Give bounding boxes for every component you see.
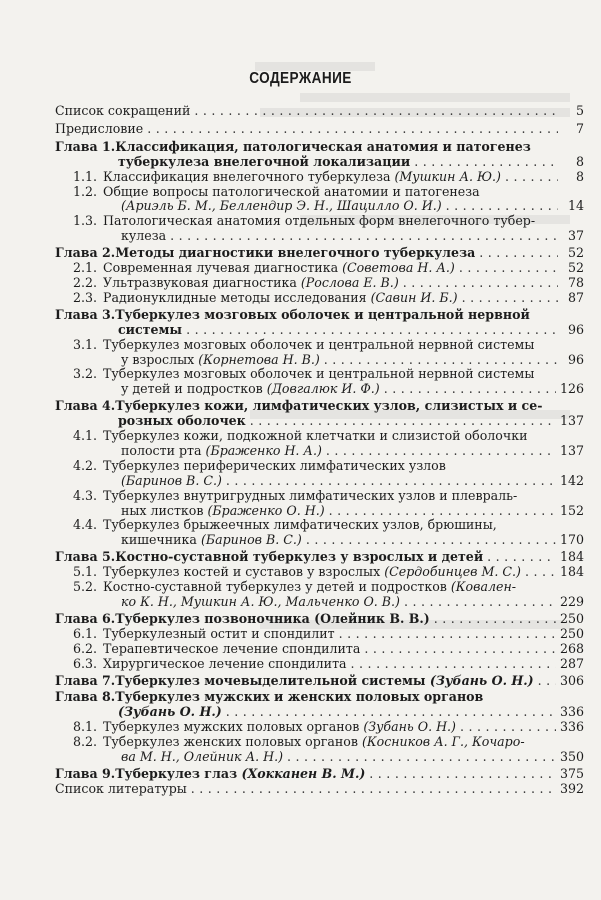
page-number: 250: [559, 625, 584, 641]
entry-number: 3.2.: [73, 367, 98, 382]
page-title: СОДЕРЖАНИЕ: [249, 70, 352, 87]
toc-line: [73, 353, 584, 368]
entry-title-text: полости рта: [121, 443, 206, 458]
dot-leader: [147, 122, 558, 137]
page-number: 184: [559, 549, 584, 565]
page-number: 375: [559, 765, 584, 781]
toc-line: [73, 429, 584, 444]
entry-number: 2.1.: [73, 261, 98, 276]
dot-leader: [194, 104, 558, 119]
toc-line: [73, 504, 584, 519]
entry-title-text: Туберкулез кожи, лимфатических узлов, слизистых и се-: [115, 399, 543, 414]
entry-number: 8.2.: [73, 735, 98, 750]
toc-line: [55, 246, 584, 261]
entry-title: [55, 140, 531, 155]
entry-title-text: Костно-суставной туберкулез у взрослых и детей: [115, 550, 484, 565]
page-number: 78: [567, 274, 584, 290]
entry-title: [73, 261, 455, 276]
entry-author: (Корнетова Н. В.): [198, 352, 320, 367]
toc-chapter[interactable]: [55, 399, 584, 429]
dot-leader: [226, 474, 556, 489]
toc-section[interactable]: [55, 720, 584, 735]
page-number: 96: [567, 351, 584, 367]
toc-section[interactable]: [55, 518, 584, 548]
entry-title: [73, 627, 335, 642]
toc-line: [73, 720, 584, 735]
entry-author: (Ковален-: [450, 580, 516, 595]
entry-title-text: Терапевтическое лечение спондилита: [103, 641, 361, 656]
page-number: 8: [575, 153, 584, 169]
entry-number: Глава 1.: [55, 139, 116, 154]
toc-line: [73, 459, 584, 474]
entry-title: [55, 550, 483, 565]
toc-line: [55, 674, 584, 689]
entry-number: Глава 5.: [55, 550, 116, 565]
toc-line: [73, 627, 584, 642]
entry-author: (Довгалюк И. Ф.): [266, 382, 380, 397]
entry-title-text: Туберкулез мозговых оболочек и центральной нервной системы: [103, 337, 535, 352]
entry-number: 3.1.: [73, 337, 98, 352]
dot-leader: [403, 276, 558, 291]
dot-leader: [287, 750, 556, 765]
entry-title-text: Патологическая анатомия отдельных форм внелегочного тубер-: [103, 214, 536, 229]
entry-title: [118, 414, 246, 429]
entry-title-text: Список литературы: [55, 781, 187, 796]
toc-line: [73, 185, 584, 200]
entry-title-text: Хирургическое лечение спондилита: [103, 656, 347, 671]
dot-leader: [191, 782, 556, 797]
toc-section[interactable]: [55, 580, 584, 610]
toc-line: [55, 323, 584, 338]
toc-section[interactable]: [55, 429, 584, 459]
toc-line: [55, 414, 584, 429]
entry-number: 5.2.: [73, 580, 98, 595]
entry-author: (Мушкин А. Ю.): [394, 169, 501, 184]
entry-title-text: Туберкулез глаз: [115, 766, 242, 781]
toc-section[interactable]: [55, 489, 584, 519]
page-number: 96: [567, 321, 584, 337]
entry-author: (Рослова Е. В.): [300, 275, 399, 290]
toc-line: [55, 550, 584, 565]
entry-title: [121, 750, 283, 765]
entry-title: [73, 720, 456, 735]
entry-title-text: розных оболочек: [118, 414, 246, 429]
toc-section[interactable]: [55, 565, 584, 580]
dot-leader: [306, 533, 556, 548]
entry-title: [73, 338, 534, 353]
page-number: 52: [567, 245, 584, 261]
page-number: 14: [567, 198, 584, 214]
toc-line: [73, 533, 584, 548]
page-number: 306: [559, 672, 584, 688]
entry-author: (Сердобинцев М. С.): [384, 565, 521, 580]
dot-leader: [404, 595, 556, 610]
toc-line: [55, 155, 584, 170]
entry-title: [73, 291, 458, 306]
dot-leader: [369, 767, 556, 782]
toc-chapter[interactable]: [55, 690, 584, 720]
toc-line: [55, 782, 584, 797]
entry-number: 1.1.: [73, 169, 98, 184]
entry-author: (Косников А. Г., Кочаро-: [361, 735, 525, 750]
entry-number: 2.3.: [73, 290, 98, 305]
entry-title-text: Туберкулез мужских и женских половых органов: [115, 690, 484, 705]
entry-title-text: у детей и подростков: [121, 382, 267, 397]
toc-line: [55, 308, 584, 323]
entry-number: 4.1.: [73, 429, 98, 444]
entry-author: (Баринов В. С.): [121, 473, 222, 488]
entry-author: ва М. Н., Олейник А. Н.): [121, 750, 284, 765]
entry-number: Глава 3.: [55, 307, 116, 322]
entry-title: [73, 214, 535, 229]
entry-title: [73, 170, 501, 185]
entry-title: [55, 690, 483, 705]
entry-number: Глава 9.: [55, 766, 116, 781]
entry-title-text: Туберкулез мужских половых органов: [103, 720, 364, 735]
dot-leader: [479, 246, 558, 261]
toc-section[interactable]: [55, 735, 584, 765]
entry-title-text: Туберкулезный остит и спондилит: [103, 626, 335, 641]
toc-line: [73, 291, 584, 306]
entry-title: [73, 657, 347, 672]
toc-line: [73, 580, 584, 595]
entry-title: [55, 104, 190, 119]
entry-title: [73, 459, 446, 474]
dot-leader: [538, 674, 556, 689]
entry-number: Глава 2.: [55, 246, 116, 261]
toc-chapter[interactable]: [55, 550, 584, 565]
entry-number: Глава 4.: [55, 399, 116, 414]
dot-leader: [329, 504, 556, 519]
dot-leader: [525, 565, 556, 580]
toc-line: [73, 199, 584, 214]
entry-title: [55, 612, 430, 627]
entry-author: (Браженко О. Н.): [207, 503, 325, 518]
page-number: 184: [559, 564, 584, 580]
entry-number: 4.2.: [73, 458, 98, 473]
entry-title-text: Классификация, патологическая анатомия и патогенез: [115, 139, 531, 154]
entry-author: (Советова Н. А.): [342, 261, 455, 276]
dot-leader: [414, 155, 558, 170]
toc-chapter[interactable]: [55, 140, 584, 170]
page-number: 7: [575, 120, 584, 136]
toc-chapter[interactable]: [55, 674, 584, 689]
toc-line: [73, 367, 584, 382]
toc-entry[interactable]: [55, 782, 584, 797]
entry-author: (Хокканен В. М.): [241, 766, 366, 781]
entry-title: [55, 399, 542, 414]
entry-title: [73, 580, 516, 595]
page-number: 229: [559, 594, 584, 609]
dot-leader: [364, 642, 556, 657]
entry-title-text: Туберкулез мозговых оболочек и центральной нервной: [115, 307, 530, 322]
toc-line: [55, 690, 584, 705]
dot-leader: [505, 170, 558, 185]
toc-chapter[interactable]: [55, 612, 584, 627]
page-number: 250: [559, 610, 584, 626]
toc-line: [73, 518, 584, 533]
page-number: 336: [559, 719, 584, 735]
table-of-contents: [55, 104, 584, 800]
dot-leader: [351, 657, 556, 672]
entry-author: (Ариэль Б. М., Беллендир Э. Н., Шацилло О. И.): [121, 199, 442, 214]
entry-author: (Браженко Н. А.): [205, 443, 322, 458]
entry-title-text: Туберкулез костей и суставов у взрослых: [103, 565, 385, 580]
entry-title-text: Туберкулез периферических лимфатических узлов: [103, 458, 446, 473]
toc-line: [73, 642, 584, 657]
toc-line: [73, 750, 584, 765]
toc-line: [73, 338, 584, 353]
toc-line: [73, 474, 584, 489]
entry-title: [55, 246, 475, 261]
entry-title: [73, 276, 399, 291]
toc-section[interactable]: [55, 214, 584, 244]
page-number: 137: [559, 413, 584, 429]
toc-chapter[interactable]: [55, 246, 584, 261]
page-number: 52: [567, 260, 584, 276]
entry-author: (Олейник В. В.): [314, 611, 430, 626]
toc-line: [55, 705, 584, 720]
page-number: 5: [575, 103, 584, 118]
toc-entry[interactable]: [55, 122, 584, 137]
toc-line: [73, 565, 584, 580]
entry-title-text: у взрослых: [121, 352, 199, 367]
entry-title: [121, 229, 166, 244]
toc-section[interactable]: [55, 459, 584, 489]
toc-section[interactable]: [55, 627, 584, 642]
dot-leader: [186, 323, 558, 338]
toc-line: [73, 595, 584, 610]
entry-title: [55, 782, 187, 797]
page-number: 268: [559, 640, 584, 656]
entry-title: [73, 642, 360, 657]
page-number: 87: [567, 289, 584, 305]
toc-chapter[interactable]: [55, 767, 584, 782]
entry-title-text: туберкулеза внелегочной локализации: [118, 154, 411, 169]
entry-title-text: Костно-суставной туберкулез у детей и подростков: [103, 580, 451, 595]
entry-title-text: Туберкулез женских половых органов: [103, 735, 362, 750]
entry-title-text: Туберкулез внутригрудных лимфатических узлов и плевраль-: [103, 488, 518, 503]
toc-section[interactable]: [55, 276, 584, 291]
toc-section[interactable]: [55, 367, 584, 397]
entry-number: 4.3.: [73, 488, 98, 503]
entry-title: [118, 155, 410, 170]
toc-section[interactable]: [55, 170, 584, 185]
toc-section[interactable]: [55, 657, 584, 672]
page-number: 137: [559, 442, 584, 458]
entry-title-text: кулеза: [121, 229, 167, 244]
entry-title: [73, 185, 480, 200]
page-number: 170: [559, 532, 584, 548]
toc-line: [73, 735, 584, 750]
entry-title: [121, 474, 222, 489]
dot-leader: [460, 720, 556, 735]
toc-line: [55, 399, 584, 414]
entry-number: Глава 8.: [55, 690, 116, 705]
entry-title: [55, 308, 530, 323]
entry-title-text: Современная лучевая диагностика: [103, 261, 343, 276]
dot-leader: [462, 291, 558, 306]
dot-leader: [170, 229, 558, 244]
entry-title: [121, 504, 325, 519]
entry-title-text: системы: [118, 322, 183, 337]
entry-author: (Баринов В. С.): [200, 533, 302, 548]
page-number: 336: [559, 704, 584, 720]
toc-chapter[interactable]: [55, 308, 584, 338]
entry-number: 1.2.: [73, 184, 98, 199]
page-number: 8: [575, 168, 584, 184]
entry-title: [121, 353, 320, 368]
toc-entry[interactable]: [55, 104, 584, 119]
entry-title: [121, 533, 302, 548]
entry-title-text: Общие вопросы патологической анатомии и патогенеза: [103, 184, 480, 199]
entry-title-text: Радионуклидные методы исследования: [103, 290, 371, 305]
page-number: 142: [559, 472, 584, 488]
entry-title-text: Туберкулез кожи, подкожной клетчатки и слизистой оболочки: [103, 429, 528, 444]
dot-leader: [487, 550, 556, 565]
entry-title-text: Предисловие: [55, 121, 144, 136]
dot-leader: [326, 444, 556, 459]
entry-title: [73, 735, 525, 750]
entry-title-text: Ультразвуковая диагностика: [103, 275, 301, 290]
entry-author: (Зубань О. Н.): [429, 673, 534, 688]
entry-number: Глава 7.: [55, 673, 116, 688]
entry-title: [73, 367, 534, 382]
entry-author: (Зубань О. Н.): [118, 705, 222, 720]
dot-leader: [434, 612, 556, 627]
entry-title: [55, 767, 365, 782]
entry-title: [121, 199, 442, 214]
entry-title-text: Список сокращений: [55, 104, 191, 118]
toc-line: [55, 767, 584, 782]
toc-line: [55, 140, 584, 155]
entry-author: (Савин И. Б.): [370, 290, 458, 305]
entry-title: [121, 444, 322, 459]
toc-section[interactable]: [55, 291, 584, 306]
entry-number: 5.1.: [73, 565, 98, 580]
toc-line: [55, 612, 584, 627]
dot-leader: [250, 414, 556, 429]
entry-title-text: Туберкулез мозговых оболочек и центральной нервной системы: [103, 367, 535, 382]
toc-line: [73, 229, 584, 244]
entry-title: [118, 705, 222, 720]
toc-line: [55, 104, 584, 119]
toc-section[interactable]: [55, 338, 584, 368]
page-number: 287: [559, 655, 584, 671]
entry-number: 2.2.: [73, 275, 98, 290]
entry-title: [73, 429, 527, 444]
dot-leader: [384, 382, 556, 397]
toc-line: [73, 657, 584, 672]
entry-title: [73, 565, 521, 580]
toc-line: [73, 489, 584, 504]
toc-section[interactable]: [55, 642, 584, 657]
dot-leader: [339, 627, 556, 642]
entry-title: [118, 323, 182, 338]
entry-number: 6.3.: [73, 656, 98, 671]
page-number: 126: [559, 381, 584, 397]
page-number: 350: [559, 749, 584, 765]
entry-title: [73, 518, 497, 533]
toc-line: [73, 170, 584, 185]
dot-leader: [324, 353, 558, 368]
toc-line: [55, 122, 584, 137]
page-number: 152: [559, 502, 584, 518]
entry-author: (Зубань О. Н.): [363, 720, 456, 735]
entry-number: 6.1.: [73, 626, 98, 641]
toc-line: [73, 444, 584, 459]
entry-number: 4.4.: [73, 518, 98, 533]
toc-section[interactable]: [55, 185, 584, 215]
dot-leader: [459, 261, 558, 276]
toc-section[interactable]: [55, 261, 584, 276]
entry-title-text: Туберкулез брыжеечных лимфатических узлов, брюшины,: [103, 518, 497, 533]
entry-title-text: ных листков: [121, 503, 208, 518]
entry-number: 1.3.: [73, 214, 98, 229]
entry-title-text: Туберкулез мочевыделительной системы: [115, 673, 430, 688]
toc-line: [73, 276, 584, 291]
entry-title: [55, 674, 534, 689]
entry-number: Глава 6.: [55, 611, 116, 626]
entry-title-text: Методы диагностики внелегочного туберкулеза: [115, 246, 476, 261]
entry-title-text: Классификация внелегочного туберкулеза: [103, 169, 395, 184]
entry-title: [121, 382, 380, 397]
entry-author: ко К. Н., Мушкин А. Ю., Мальченко О. В.): [121, 595, 400, 609]
toc-line: [73, 261, 584, 276]
entry-title: [121, 595, 400, 610]
entry-number: 8.1.: [73, 720, 98, 735]
dot-leader: [446, 199, 558, 214]
entry-title: [55, 122, 143, 137]
entry-title-text: Туберкулез позвоночника: [115, 611, 315, 626]
toc-line: [73, 382, 584, 397]
toc-line: [73, 214, 584, 229]
dot-leader: [226, 705, 556, 720]
page-number: 37: [567, 228, 584, 244]
entry-title-text: кишечника: [121, 533, 201, 548]
entry-number: 6.2.: [73, 641, 98, 656]
entry-title: [73, 489, 517, 504]
page-number: 392: [559, 780, 584, 796]
